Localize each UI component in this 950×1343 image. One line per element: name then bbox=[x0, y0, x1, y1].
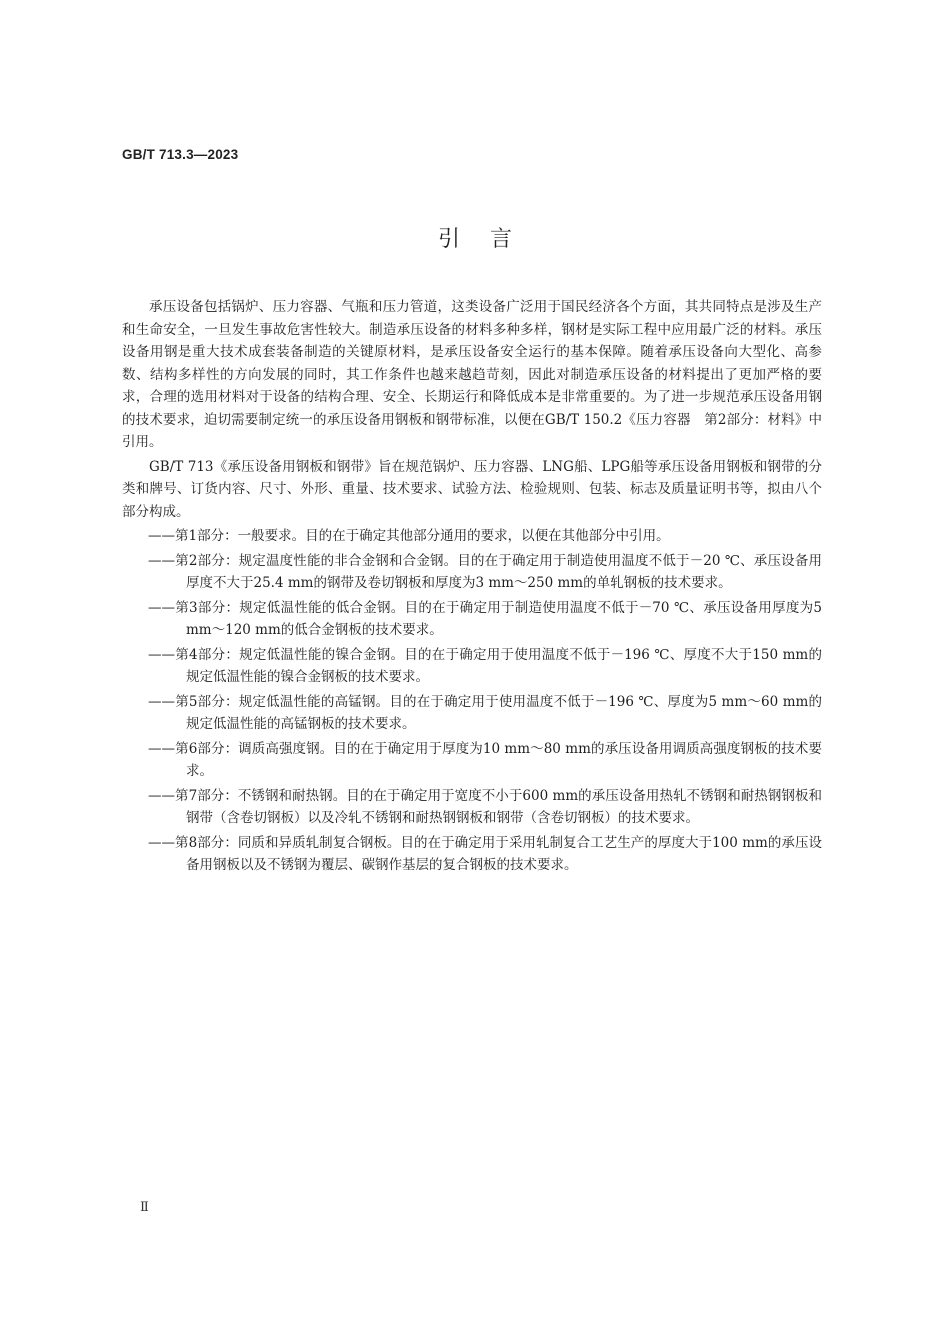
intro-paragraph-2: GB/T 713《承压设备用钢板和钢带》旨在规范锅炉、压力容器、LNG船、LPG船等承压设备用钢板和钢带的分类和牌号、订货内容、尺寸、外形、重量、技术要求、试验方法、检验规则、包装、标志及质量证明书等，拟由八个部分构成。 bbox=[122, 458, 822, 520]
list-item-part-5: ——第5部分：规定低温性能的高锰钢。目的在于确定用于使用温度不低于－196 ℃、厚度为5 mm～60 mm的规定低温性能的高锰钢板的技术要求。 bbox=[148, 693, 822, 732]
list-item-part-8: ——第8部分：同质和异质轧制复合钢板。目的在于确定用于采用轧制复合工艺生产的厚度大于100 mm的承压设备用钢板以及不锈钢为覆层、碳钢作基层的复合钢板的技术要求。 bbox=[148, 834, 822, 873]
page-title: 引言 bbox=[437, 227, 542, 252]
list-item-part-1: ——第1部分：一般要求。目的在于确定其他部分通用的要求，以便在其他部分中引用。 bbox=[148, 528, 670, 544]
list-item-part-7: ——第7部分：不锈钢和耐热钢。目的在于确定用于宽度不小于600 mm的承压设备用热轧不锈钢和耐热钢钢板和钢带（含卷切钢板）以及冷轧不锈钢和耐热钢钢板和钢带（含卷切钢板）的技术要求。 bbox=[148, 787, 822, 826]
intro-paragraph-1: 承压设备包括锅炉、压力容器、气瓶和压力管道，这类设备广泛用于国民经济各个方面，其共同特点是涉及生产和生命安全，一旦发生事故危害性较大。制造承压设备的材料多种多样，钢材是实际工程中应用最广泛的材料。承压设备用钢是重大技术成套装备制造的关键原材料，是承压设备安全运行的基本保障。随着承压设备向大型化、高参数、结构多样性的方向发展的同时，其工作条件也越来越趋苛刻，因此对制造承压设备的材料提出了更加严格的要求，合理的选用材料对于设备的结构合理、安全、长期运行和降低成本是非常重要的。为了进一步规范承压设备用钢的技术要求，迫切需要制定统一的承压设备用钢板和钢带标准，以便在GB/T 150.2《压力容器 第2部分：材料》中引用。 bbox=[122, 299, 822, 450]
list-item-part-6: ——第6部分：调质高强度钢。目的在于确定用于厚度为10 mm～80 mm的承压设备用调质高强度钢板的技术要求。 bbox=[148, 740, 822, 779]
list-item-part-2: ——第2部分：规定温度性能的非合金钢和合金钢。目的在于确定用于制造使用温度不低于－20 ℃、承压设备用厚度不大于25.4 mm的钢带及卷切钢板和厚度为3 mm～250 mm的单轧钢板的技术要求。 bbox=[148, 552, 822, 591]
list-item-part-4: ——第4部分：规定低温性能的镍合金钢。目的在于确定用于使用温度不低于－196 ℃、厚度不大于150 mm的规定低温性能的镍合金钢板的技术要求。 bbox=[148, 646, 822, 685]
standard-id-header: GB/T 713.3—2023 bbox=[122, 147, 239, 162]
list-item-part-3: ——第3部分：规定低温性能的低合金钢。目的在于确定用于制造使用温度不低于－70 ℃、承压设备用厚度为5 mm～120 mm的低合金钢板的技术要求。 bbox=[148, 599, 822, 638]
parts-list bbox=[122, 525, 822, 877]
document-body bbox=[122, 296, 822, 879]
page-number: Ⅱ bbox=[140, 1200, 149, 1215]
